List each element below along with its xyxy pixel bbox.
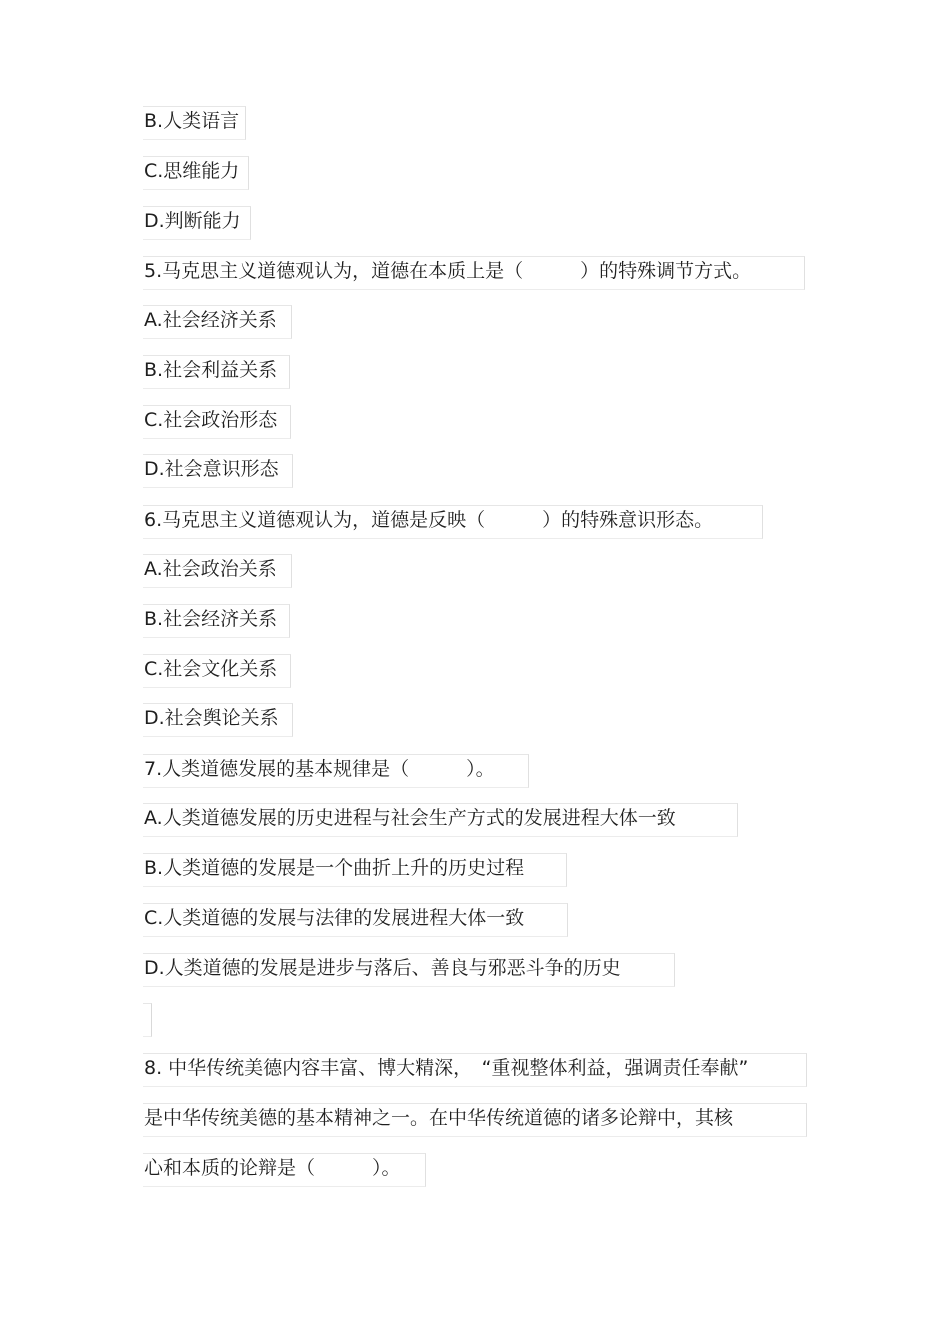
question-8-line-3: 心和本质的论辩是（ ）。: [143, 1153, 426, 1187]
option-4c: C.思维能力: [143, 156, 249, 190]
option-4b: B.人类语言: [143, 106, 246, 140]
option-6c: C.社会文化关系: [143, 654, 291, 688]
question-8-line-1: 8. 中华传统美德内容丰富、博大精深， “重视整体利益，强调责任奉献”: [143, 1053, 807, 1087]
option-7b: B.人类道德的发展是一个曲折上升的历史过程: [143, 853, 567, 887]
option-4d: D.判断能力: [143, 206, 251, 240]
question-7: 7.人类道德发展的基本规律是（ ）。: [143, 754, 529, 788]
option-6b: B.社会经济关系: [143, 604, 290, 638]
option-5c: C.社会政治形态: [143, 405, 291, 439]
option-6d: D.社会舆论关系: [143, 703, 293, 737]
option-7a: A.人类道德发展的历史进程与社会生产方式的发展进程大体一致: [143, 803, 738, 837]
option-6a: A.社会政治关系: [143, 554, 292, 588]
option-7d: D.人类道德的发展是进步与落后、善良与邪恶斗争的历史: [143, 953, 675, 987]
option-7c: C.人类道德的发展与法律的发展进程大体一致: [143, 903, 568, 937]
question-6: 6.马克思主义道德观认为，道德是反映（ ）的特殊意识形态。: [143, 505, 763, 539]
option-5b: B.社会利益关系: [143, 355, 290, 389]
blank-line: [143, 1003, 152, 1037]
option-5d: D.社会意识形态: [143, 454, 293, 488]
question-5: 5.马克思主义道德观认为，道德在本质上是（ ）的特殊调节方式。: [143, 256, 805, 290]
question-8-line-2: 是中华传统美德的基本精神之一。在中华传统道德的诸多论辩中，其核: [143, 1103, 807, 1137]
option-5a: A.社会经济关系: [143, 305, 292, 339]
